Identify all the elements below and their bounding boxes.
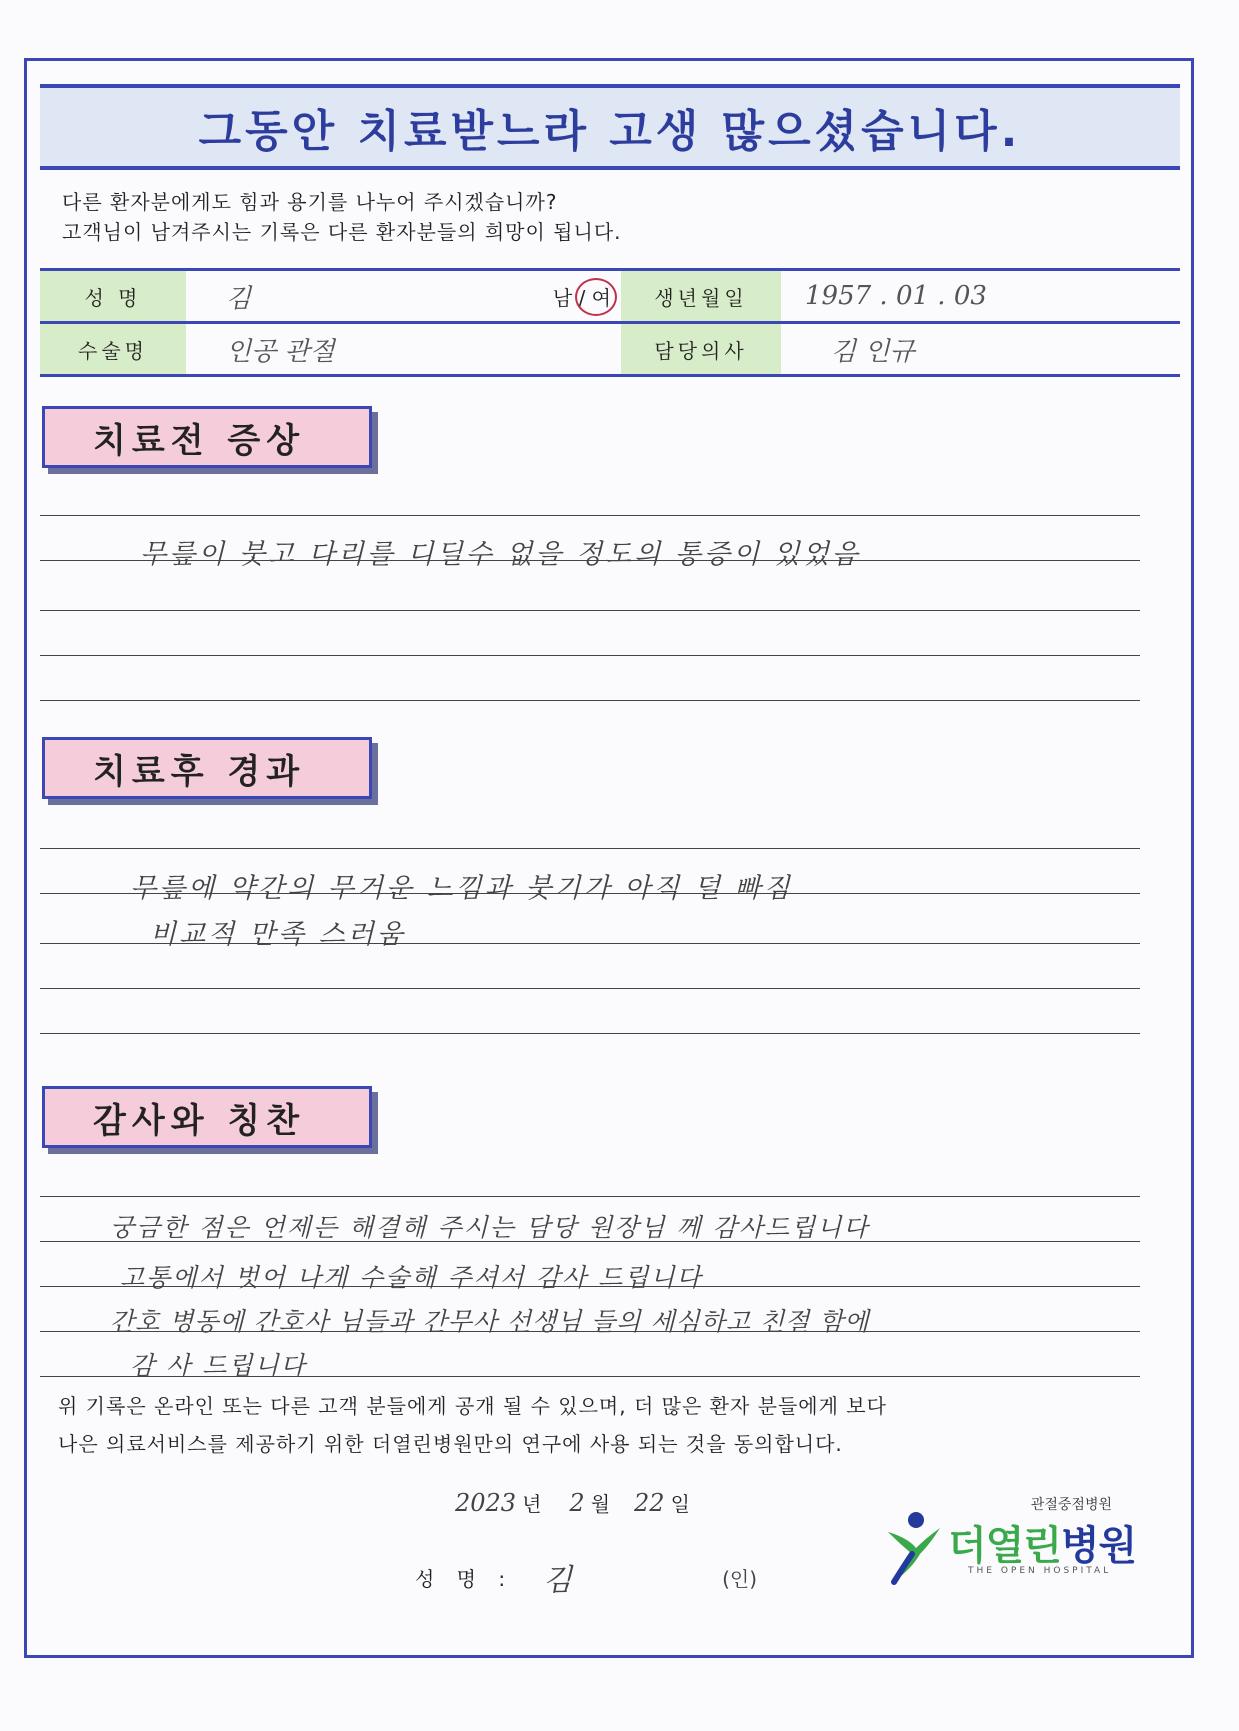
surgery-field[interactable] bbox=[186, 323, 621, 376]
gender-label: 남 / 여 bbox=[552, 285, 611, 310]
logo-name bbox=[948, 1514, 1136, 1571]
doctor-value: 김 인규 bbox=[831, 336, 915, 367]
doctor-field[interactable] bbox=[781, 323, 1180, 376]
writing-rule bbox=[40, 655, 1140, 656]
section-after-title: 치료후 경과 bbox=[42, 737, 372, 799]
surgery-label: 수술명 bbox=[40, 323, 186, 376]
date-field[interactable] bbox=[455, 1488, 690, 1517]
birth-label: 생년월일 bbox=[621, 270, 781, 323]
logo-figure-icon bbox=[882, 1508, 946, 1588]
name-label: 성 명 bbox=[40, 270, 186, 323]
date-year: 2023 bbox=[455, 1489, 517, 1517]
name-value: 김 bbox=[226, 283, 252, 314]
logo-english: THE OPEN HOSPITAL bbox=[968, 1566, 1112, 1576]
date-month: 2 bbox=[569, 1489, 585, 1517]
writing-rule bbox=[40, 1033, 1140, 1034]
after-line-2: 비교적 만족 스러움 bbox=[150, 919, 406, 950]
before-line-1: 무릎이 붓고 다리를 디딜수 없을 정도의 통증이 있었음 bbox=[140, 539, 861, 570]
thanks-line-1: 궁금한 점은 언제든 해결해 주시는 담당 원장님 께 감사드립니다 bbox=[110, 1213, 870, 1242]
page-title: 그동안 치료받느라 고생 많으셨습니다. bbox=[198, 106, 1022, 157]
writing-rule bbox=[40, 700, 1140, 701]
thanks-line-2: 고통에서 벗어 나게 수술해 주셔서 감사 드립니다 bbox=[120, 1263, 703, 1292]
hospital-logo bbox=[880, 1497, 1140, 1590]
logo-name-green: 더열린 bbox=[948, 1523, 1061, 1569]
doctor-label: 담당의사 bbox=[621, 323, 781, 376]
thanks-line-4: 감 사 드립니다 bbox=[130, 1351, 307, 1380]
consent-line-1: 위 기록은 온라인 또는 다른 고객 분들에게 공개 될 수 있으며, 더 많은 환자 분들에게 보다 bbox=[58, 1394, 887, 1418]
writing-rule bbox=[40, 848, 1140, 849]
name-field[interactable] bbox=[186, 270, 506, 323]
section-before-title: 치료전 증상 bbox=[42, 406, 372, 468]
gender-field[interactable] bbox=[506, 270, 621, 323]
date-year-unit: 년 bbox=[522, 1492, 542, 1516]
surgery-value: 인공 관절 bbox=[226, 336, 335, 367]
intro-line-2: 고객님이 남겨주시는 기록은 다른 환자분들의 희망이 됩니다. bbox=[62, 220, 622, 244]
signature-name: 김 bbox=[543, 1563, 573, 1598]
logo-name-blue: 병원 bbox=[1060, 1523, 1137, 1569]
birth-field[interactable] bbox=[781, 270, 1180, 323]
writing-rule bbox=[40, 1196, 1140, 1197]
patient-info-table bbox=[40, 268, 1180, 377]
writing-rule bbox=[40, 610, 1140, 611]
title-banner bbox=[40, 84, 1180, 170]
writing-rule bbox=[40, 515, 1140, 516]
date-day-unit: 일 bbox=[670, 1492, 690, 1516]
consent-line-2: 나은 의료서비스를 제공하기 위한 더열린병원만의 연구에 사용 되는 것을 동의합니다. bbox=[58, 1432, 843, 1456]
logo-tagline: 관절중점병원 bbox=[1030, 1497, 1112, 1513]
signature-seal: (인) bbox=[722, 1566, 758, 1591]
date-day: 22 bbox=[634, 1489, 665, 1517]
intro-line-1: 다른 환자분에게도 힘과 용기를 나누어 주시겠습니까? bbox=[62, 190, 558, 214]
date-month-unit: 월 bbox=[590, 1492, 611, 1516]
writing-rule bbox=[40, 988, 1140, 989]
gender-selected-circle bbox=[575, 278, 617, 316]
section-thanks-title: 감사와 칭찬 bbox=[42, 1086, 372, 1148]
signature-label: 성 명 : bbox=[415, 1566, 514, 1591]
after-line-1: 무릎에 약간의 무거운 느낌과 붓기가 아직 덜 빠짐 bbox=[130, 873, 793, 904]
signature-field[interactable] bbox=[415, 1555, 757, 1599]
thanks-line-3: 간호 병동에 간호사 님들과 간무사 선생님 들의 세심하고 친절 함에 bbox=[110, 1307, 870, 1336]
birth-value: 1957 . 01 . 03 bbox=[805, 281, 987, 311]
